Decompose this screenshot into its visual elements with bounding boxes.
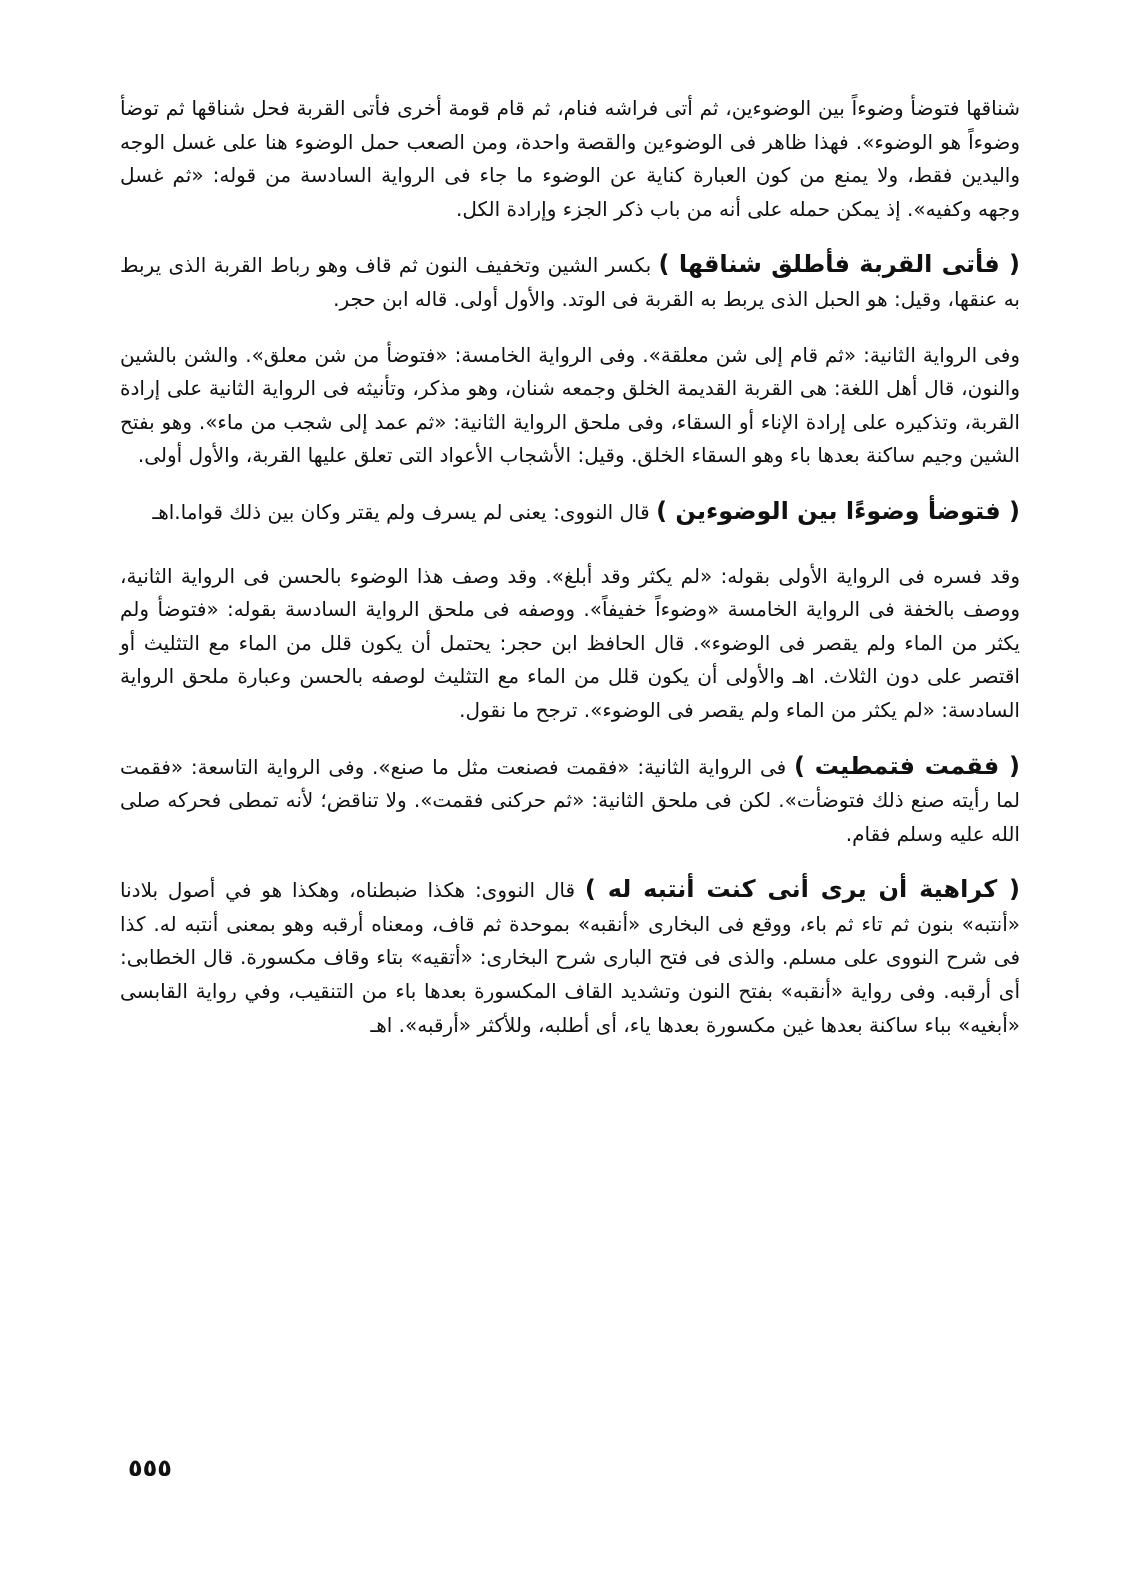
paragraph-4-heading: ( فتوضأ وضوءًا بين الوضوءين )	[656, 496, 1020, 525]
paragraph-2-heading: ( فأتى القربة فأطلق شناقها )	[658, 250, 1021, 279]
paragraph-3	[120, 339, 1020, 473]
paragraph-1-text: شناقها فتوضأ وضوءاً بين الوضوءين، ثم أتى فراشه فنام، ثم قام قومة أخرى فأتى القربة فحل شناقها ثم توضأ وضوءاً هو الوضوء». فهذا ظاهر فى الوضوءين والقصة واحدة، ومن الصعب حمل الوضوء هنا على غسل الوجه واليدين فقط، ولا يمنع من كون العبارة كناية عن الوضوء ما جاء فى الرواية السادسة من قوله: «ثم غسل وجهه وكفيه». إذ يمكن حمله على أنه من باب ذكر الجزء وإرادة الكل.	[120, 96, 1020, 221]
paragraph-6-text: فى الرواية الثانية: «فقمت فصنعت مثل ما صنع». وفى الرواية التاسعة: «فقمت لما رأيته صنع ذلك فتوضأت». لكن فى ملحق الثانية: «ثم حركنى فقمت». ولا تناقض؛ لأنه تمطى فحركه صلى الله عليه وسلم فقام.	[120, 754, 1020, 846]
page-body	[120, 92, 1020, 1042]
paragraph-1	[120, 92, 1020, 226]
paragraph-6-heading: ( فقمت فتمطيت )	[794, 751, 1020, 780]
paragraph-5-text: وقد فسره فى الرواية الأولى بقوله: «لم يكثر وقد أبلغ». وقد وصف هذا الوضوء بالحسن فى الرواية الثانية، ووصف بالخفة فى الرواية الخامسة «وضوءاً خفيفاً». ووصفه فى ملحق الرواية السادسة بقوله: «فتوضأ ولم يكثر من الماء ولم يقصر فى الوضوء». قال الحافظ ابن حجر: يحتمل أن يكون قلل من الماء مع التثليث أو اقتصر على دون الثلاث. اهـ والأولى أن يكون قلل من الماء مع التثليث لوصفه بالحسن وعبارة ملحق الرواية السادسة: «لم يكثر من الماء ولم يقصر فى الوضوء». ترجح ما نقول.	[120, 563, 1020, 722]
paragraph-3-text: وفى الرواية الثانية: «ثم قام إلى شن معلقة». وفى الرواية الخامسة: «فتوضأ من شن معلق». والشن بالشين والنون، قال أهل اللغة: هى القربة القديمة الخلق وجمعه شنان، وهو مذكر، وتأنيثه فى الرواية الثانية على إرادة القربة، وتذكيره على إرادة الإناء أو السقاء، وفى ملحق الرواية الثانية: «ثم عمد إلى شجب من ماء». وهو بفتح الشين وجيم ساكنة بعدها باء وهو السقاء الخلق. وقيل: الأشجاب الأعواد التى تعلق عليها القربة، والأول أولى.	[120, 342, 1020, 468]
paragraph-7-text: قال النووى: هكذا ضبطناه، وهكذا هو في أصول بلادنا «أنتبه» بنون ثم تاء ثم باء، ووقع فى البخارى «أنقبه» بموحدة ثم قاف، ومعناه أرقبه وهو بمعنى أنتبه له. كذا فى شرح النووى على مسلم. والذى فى فتح البارى شرح البخارى: «أتقيه» بتاء وقاف مكسورة. قال الخطابى: أى أرقبه. وفى رواية «أنقبه» بفتح النون وتشديد القاف المكسورة بعدها باء من التنقيب، وفي رواية القابسى «أبغيه» بباء ساكنة بعدها غين مكسورة بعدها ياء، أى أطلبه، وللأكثر «أرقبه». اهـ	[120, 878, 1020, 1037]
paragraph-6	[120, 750, 1020, 852]
paragraph-5	[120, 560, 1020, 728]
paragraph-4-text: قال النووى: يعنى لم يسرف ولم يقتر وكان بين ذلك قواما.اهـ	[152, 499, 657, 524]
paragraph-4	[120, 495, 1020, 530]
paragraph-2	[120, 248, 1020, 316]
page-number: ٥٥٥	[128, 1454, 172, 1482]
paragraph-2-text: بكسر الشين وتخفيف النون ثم قاف وهو رباط القربة الذى يربط به عنقها، وقيل: هو الحبل الذى يربط به القربة فى الوتد. والأول أولى. قاله ابن حجر.	[120, 253, 1020, 311]
paragraph-7-heading: ( كراهية أن يرى أنى كنت أنتبه له )	[584, 875, 1020, 904]
paragraph-7	[120, 873, 1020, 1042]
